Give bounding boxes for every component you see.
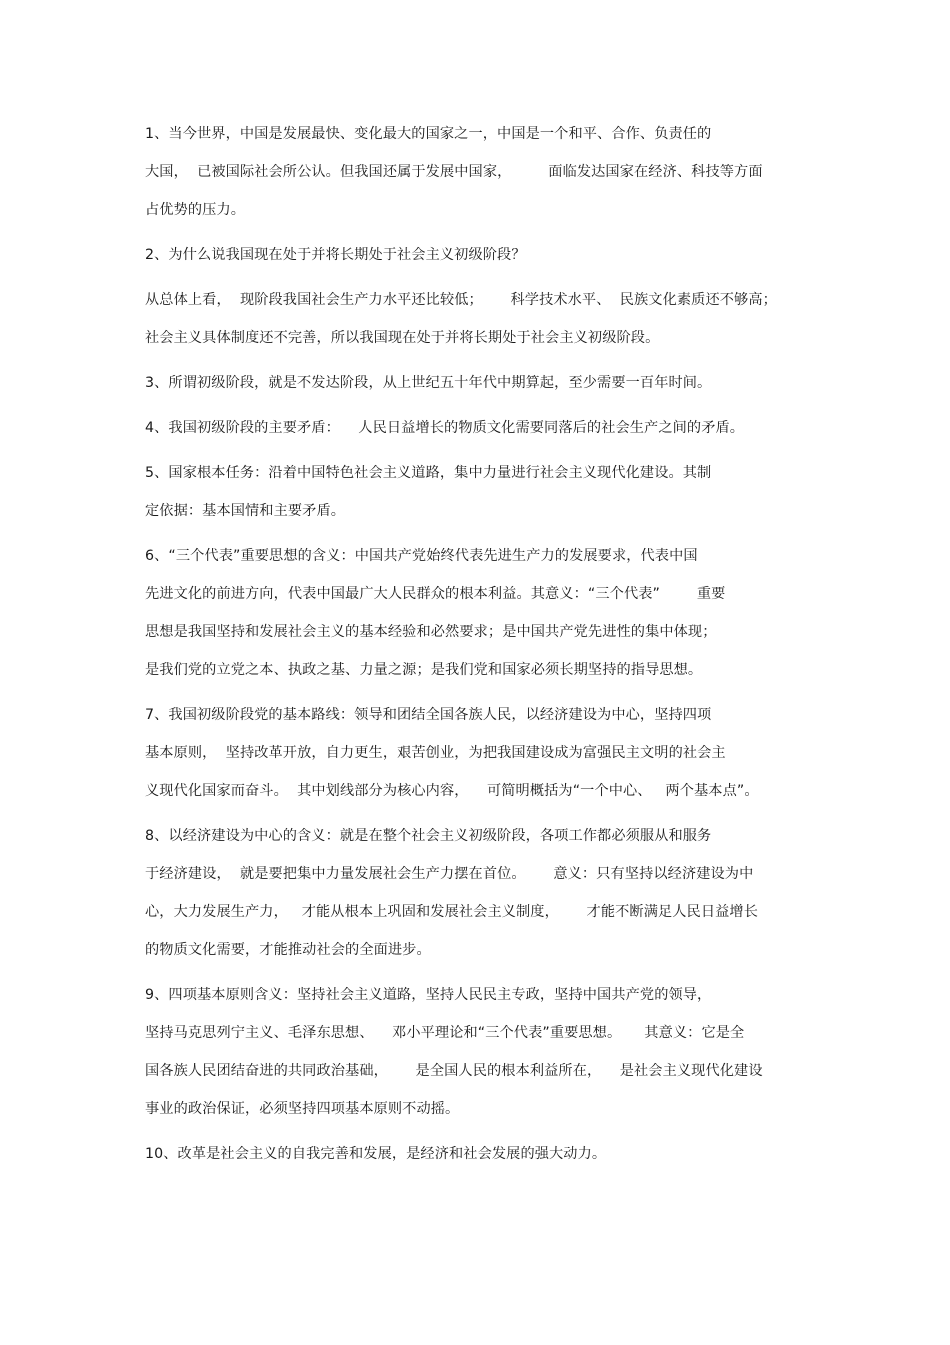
paragraph-9-line-1: 8、以经济建设为中心的含义：就是在整个社会主义初级阶段，各项工作都必须服从和服务: [145, 828, 712, 844]
paragraph-5-line-1: 4、我国初级阶段的主要矛盾： 人民日益增长的物质文化需要同落后的社会生产之间的矛盾。: [145, 420, 745, 436]
paragraph-10-line-1: 9、四项基本原则含义：坚持社会主义道路，坚持人民民主专政，坚持中国共产党的领导，: [145, 987, 712, 1003]
paragraph-2-line-1: 2、为什么说我国现在处于并将长期处于社会主义初级阶段？: [145, 247, 526, 263]
paragraph-8-line-2: 基本原则， 坚持改革开放，自力更生，艰苦创业，为把我国建设成为富强民主文明的社会主: [145, 745, 726, 761]
paragraph-3-line-1: 从总体上看， 现阶段我国社会生产力水平还比较低； 科学技术水平、 民族文化素质还不够高；: [145, 292, 777, 308]
paragraph-7-line-2: 先进文化的前进方向，代表中国最广大人民群众的根本利益。其意义：“三个代表” 重要: [145, 586, 726, 602]
paragraph-1-line-1: 1、当今世界，中国是发展最快、变化最大的国家之一，中国是一个和平、合作、负责任的: [145, 126, 712, 142]
paragraph-1-line-2: 大国， 已被国际社会所公认。但我国还属于发展中国家， 面临发达国家在经济、科技等方面: [145, 164, 763, 180]
paragraph-4-line-1: 3、所谓初级阶段，就是不发达阶段，从上世纪五十年代中期算起，至少需要一百年时间。: [145, 375, 712, 391]
paragraph-6-line-2: 定依据：基本国情和主要矛盾。: [145, 503, 346, 519]
paragraph-7-line-3: 思想是我国坚持和发展社会主义的基本经验和必然要求；是中国共产党先进性的集中体现；: [145, 624, 717, 640]
paragraph-10-line-2: 坚持马克思列宁主义、毛泽东思想、 邓小平理论和“三个代表”重要思想。 其意义：它是全: [145, 1025, 745, 1041]
paragraph-10-line-4: 事业的政治保证，必须坚持四项基本原则不动摇。: [145, 1101, 460, 1117]
paragraph-10-line-3: 国各族人民团结奋进的共同政治基础， 是全国人民的根本利益所在， 是社会主义现代化建设: [145, 1063, 763, 1079]
paragraph-11-line-1: 10、改革是社会主义的自我完善和发展，是经济和社会发展的强大动力。: [145, 1146, 607, 1162]
paragraph-9-line-4: 的物质文化需要，才能推动社会的全面进步。: [145, 942, 431, 958]
paragraph-8-line-3: 义现代化国家而奋斗。 其中划线部分为核心内容， 可简明概括为“一个中心、 两个基本点”。: [145, 783, 759, 799]
paragraph-7-line-4: 是我们党的立党之本、执政之基、力量之源；是我们党和国家必须长期坚持的指导思想。: [145, 662, 703, 678]
paragraph-3-line-2: 社会主义具体制度还不完善，所以我国现在处于并将长期处于社会主义初级阶段。: [145, 330, 660, 346]
paragraph-9-line-2: 于经济建设， 就是要把集中力量发展社会生产力摆在首位。 意义：只有坚持以经济建设为中: [145, 866, 754, 882]
paragraph-9-line-3: 心，大力发展生产力， 才能从根本上巩固和发展社会主义制度， 才能不断满足人民日益增长: [145, 904, 758, 920]
paragraph-8-line-1: 7、我国初级阶段党的基本路线：领导和团结全国各族人民，以经济建设为中心，坚持四项: [145, 707, 712, 723]
paragraph-6-line-1: 5、国家根本任务：沿着中国特色社会主义道路，集中力量进行社会主义现代化建设。其制: [145, 465, 712, 481]
paragraph-7-line-1: 6、“三个代表”重要思想的含义：中国共产党始终代表先进生产力的发展要求，代表中国: [145, 548, 698, 564]
paragraph-1-line-3: 占优势的压力。: [145, 202, 246, 218]
